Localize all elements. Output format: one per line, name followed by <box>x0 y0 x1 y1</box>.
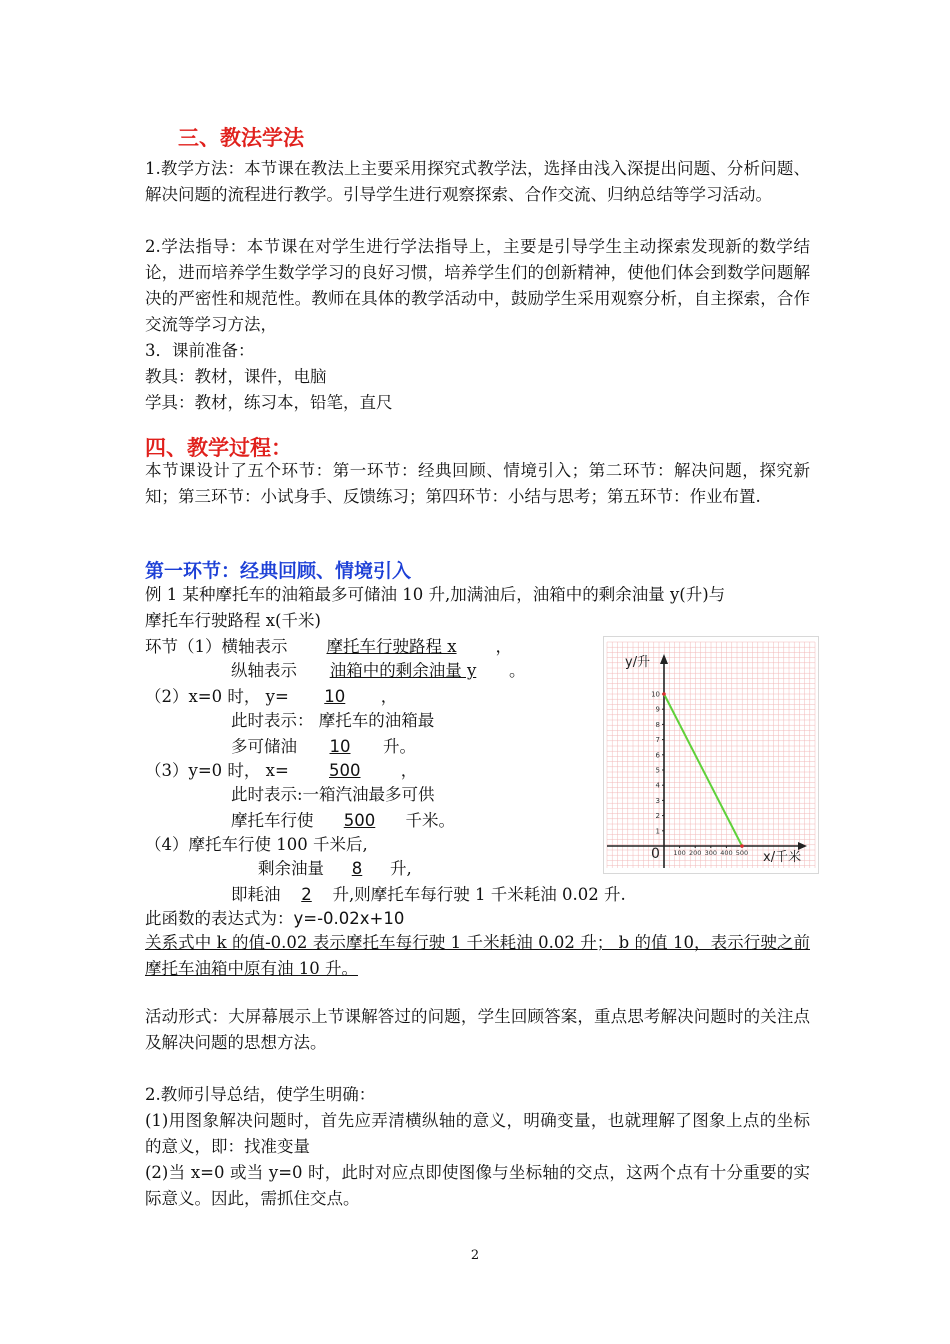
student-tools: 学具：教材，练习本，铅笔，直尺 <box>145 393 393 412</box>
y-tick-label: 6 <box>655 751 660 760</box>
q3-suffix: ， <box>400 761 418 780</box>
y-tick-label: 5 <box>655 766 660 775</box>
learning-guidance-paragraph: 2.学法指导：本节课在对学生进行学法指导上，主要是引导学生主动探索发现新的数学结论，进而培养学生数学学习的良好习惯，培养学生们的创新精神，使他们体会到数学问题解决的严密性和规范性。教师在具体的教学活动中，鼓励学生采用观察分析，自主探索，合作交流等学习方法， <box>145 237 810 334</box>
x-tick-label: 400 <box>720 849 733 857</box>
q1b-suffix: 。 <box>509 661 526 680</box>
stage1-heading: 第一环节：经典回顾、情境引入 <box>145 560 412 582</box>
y-tick-label: 7 <box>655 736 660 745</box>
data-point <box>740 844 744 848</box>
page-number: 2 <box>470 1248 480 1263</box>
y-tick-label: 1 <box>655 827 660 836</box>
q4-line3-prefix: 即耗油 <box>231 885 281 904</box>
example-line-2: 摩托车行驶路程 x(千米) <box>145 611 321 630</box>
q3-line3-prefix: 摩托车行使 <box>231 811 314 830</box>
q1-prefix: 环节（1）横轴表示 <box>145 637 288 656</box>
x-tick-label: 100 <box>673 849 686 857</box>
summary-point-1: (1)用图象解决问题时，首先应弄清横纵轴的意义，明确变量，也就理解了图象上点的坐标的意义，即：找准变量 <box>145 1111 810 1156</box>
fuel-distance-graph <box>603 636 819 874</box>
section-heading-teaching-process: 四、教学过程： <box>145 436 292 460</box>
y-tick-label: 10 <box>651 690 660 699</box>
summary-title: 2.教师引导总结，使学生明确： <box>145 1085 376 1104</box>
q2-line3-prefix: 多可储油 <box>231 737 297 756</box>
x-tick-label: 300 <box>704 849 718 857</box>
q2-answer: 10 <box>324 687 346 706</box>
y-tick-label: 2 <box>655 812 660 821</box>
question-3-line-2: 此时表示:一箱汽油最多可供 <box>231 785 435 804</box>
question-4-line-1: （4）摩托车行使 100 千米后, <box>145 835 368 854</box>
summary-point-2: (2)当 x=0 或当 y=0 时，此时对应点即使图像与坐标轴的交点，这两个点有十分重要的实际意义。因此，需抓住交点。 <box>145 1163 810 1208</box>
y-tick-label: 8 <box>655 720 660 729</box>
x-axis-label: x/千米 <box>763 850 802 865</box>
q1b-answer: 油箱中的剩余油量 y <box>329 661 477 680</box>
question-4-line-3 <box>231 882 896 908</box>
y-tick-label: 3 <box>655 796 660 805</box>
x-tick-label: 200 <box>688 849 702 857</box>
expression-prefix: 此函数的表达式为： <box>145 909 294 928</box>
q1-suffix: ， <box>495 637 512 656</box>
q1-answer: 摩托车行驶路程 x <box>326 637 457 656</box>
origin-label: 0 <box>651 846 660 862</box>
x-tick-label: 500 <box>735 849 749 857</box>
q3-line3-answer: 500 <box>343 811 376 830</box>
q2-suffix: ， <box>380 687 398 706</box>
preparation-label: 3．课前准备： <box>145 341 255 360</box>
q3-prefix: （3）y=0 时， x= <box>145 761 289 780</box>
process-intro-paragraph: 本节课设计了五个环节：第一环节：经典回顾、情境引入；第二环节：解决问题，探究新知；第三环节：小试身手、反馈练习；第四环节：小结与思考；第五环节：作业布置. <box>145 461 810 506</box>
activity-form-paragraph: 活动形式：大屏幕展示上节课解答过的问题，学生回顾答案，重点思考解决问题时的关注点及解决问题的思想方法。 <box>145 1007 810 1052</box>
q2-line3-answer: 10 <box>329 737 351 756</box>
teacher-tools: 教具：教材，课件，电脑 <box>145 367 327 386</box>
data-point <box>662 692 666 696</box>
y-tick-label: 9 <box>655 705 660 714</box>
function-expression-line <box>145 906 810 932</box>
q4-line2-suffix: 升, <box>390 859 412 878</box>
q4-line2-prefix: 剩余油量 <box>258 859 324 878</box>
q3-answer: 500 <box>329 761 361 780</box>
q4-line2-answer: 8 <box>351 859 363 878</box>
function-expression: y=-0.02x+10 <box>293 909 405 928</box>
coefficient-meaning-paragraph: 关系式中 k 的值-0.02 表示摩托车每行驶 1 千米耗油 0.02 升； b 的值 10，表示行驶之前摩托车油箱中原有油 10 升。 <box>145 933 810 978</box>
teaching-method-paragraph: 1.教学方法：本节课在教法上主要采用探究式教学法，选择由浅入深提出问题、分析问题、解决问题的流程进行教学。引导学生进行观察探索、合作交流、归纳总结等学习活动。 <box>145 159 810 204</box>
q2-prefix: （2）x=0 时， y= <box>145 687 289 706</box>
q4-line3-answer: 2 <box>301 885 312 904</box>
section-heading-teaching-methods: 三、教法学法 <box>178 126 304 150</box>
example-line-1: 例 1 某种摩托车的油箱最多可储油 10 升,加满油后，油箱中的剩余油量 y(升)与 <box>145 585 726 604</box>
y-axis-label: y/升 <box>625 655 651 670</box>
q4-line3-suffix: 升,则摩托车每行驶 1 千米耗油 0.02 升. <box>332 885 626 904</box>
q2-line3-suffix: 升。 <box>383 737 416 756</box>
q1b-prefix: 纵轴表示 <box>231 661 297 680</box>
q3-line3-suffix: 千米。 <box>405 811 455 830</box>
question-2-line-2: 此时表示： 摩托车的油箱最 <box>231 711 435 730</box>
y-tick-label: 4 <box>655 781 660 790</box>
question-4-line-2 <box>258 856 923 882</box>
